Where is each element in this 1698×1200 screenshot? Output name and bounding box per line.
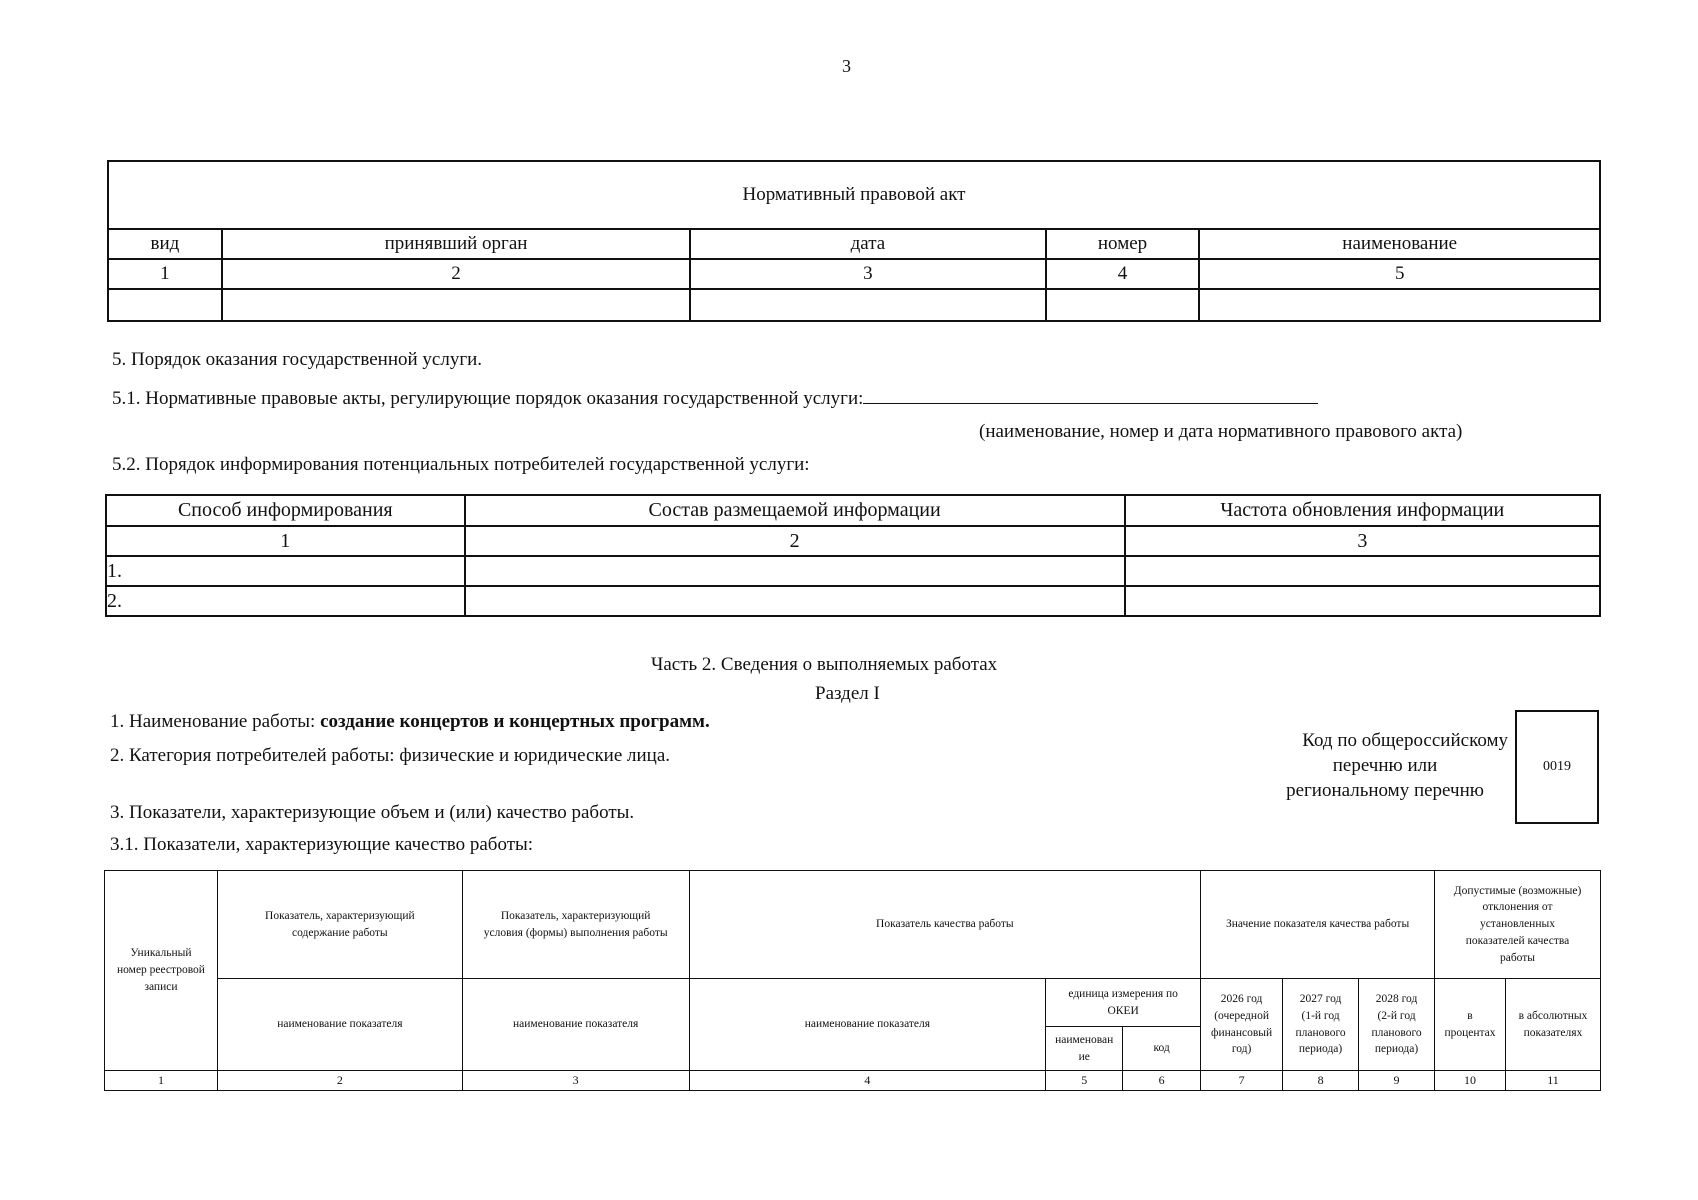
col-number: 3 (462, 1071, 689, 1091)
col-number: 1 (105, 1071, 218, 1091)
work-name-value: создание концертов и концертных программ. (320, 711, 710, 732)
normative-act-table (107, 160, 1601, 322)
col-number: 6 (1123, 1071, 1201, 1091)
year-2027-header: 2027 год (1-й год планового периода) (1283, 979, 1359, 1071)
header-content: Состав размещаемой информации (465, 495, 1125, 526)
col-number: 4 (1046, 259, 1200, 289)
year-2026-header: 2026 год (очередной финансовый год) (1201, 979, 1283, 1071)
indicator-name-header: наименование показателя (217, 979, 462, 1071)
col-number: 1 (108, 259, 222, 289)
registry-number-header: Уникальный номер реестровой записи (105, 871, 218, 1071)
header-type: вид (108, 229, 222, 259)
fill-line (863, 385, 1318, 404)
section-5-1-text: 5.1. Нормативные правовые акты, регулирующие порядок оказания государственной услуги: (112, 388, 864, 409)
empty-cell (1125, 556, 1600, 586)
in-percent-header: в процентах (1435, 979, 1506, 1071)
work-name-label: 1. Наименование работы: (110, 711, 321, 732)
header-frequency: Частота обновления информации (1125, 495, 1600, 526)
quality-indicators-table (104, 870, 1601, 1091)
col-number: 8 (1283, 1071, 1359, 1091)
col-number: 2 (222, 259, 690, 289)
year-2028-header: 2028 год (2-й год планового периода) (1359, 979, 1435, 1071)
quality-indicators-heading: 3.1. Показатели, характеризующие качество работы: (110, 834, 534, 855)
col-number: 3 (1125, 526, 1600, 556)
col-number: 3 (690, 259, 1045, 289)
col-number: 7 (1201, 1071, 1283, 1091)
okei-name-header: наименован ие (1046, 1027, 1123, 1071)
col-number: 4 (689, 1071, 1046, 1091)
row-label: 1. (106, 556, 465, 586)
header-date: дата (690, 229, 1045, 259)
empty-cell (690, 289, 1045, 321)
section-5-1 (112, 385, 1318, 410)
col-number: 2 (465, 526, 1125, 556)
conditions-indicator-header: Показатель, характеризующий условия (формы) выполнения работы (462, 871, 689, 979)
section-title: Раздел I (815, 683, 880, 704)
empty-cell (465, 586, 1125, 616)
header-number: номер (1046, 229, 1200, 259)
normative-act-title: Нормативный правовой акт (108, 161, 1600, 229)
quality-value-header: Значение показателя качества работы (1201, 871, 1435, 979)
part-2-title: Часть 2. Сведения о выполняемых работах (651, 654, 998, 675)
page-number: 3 (842, 56, 851, 76)
in-absolute-header: в абсолютных показателях (1505, 979, 1600, 1071)
header-name: наименование (1199, 229, 1600, 259)
indicator-name-header: наименование показателя (462, 979, 689, 1071)
indicator-name-header: наименование показателя (689, 979, 1046, 1071)
quality-indicator-header: Показатель качества работы (689, 871, 1201, 979)
empty-cell (1046, 289, 1200, 321)
work-name (110, 711, 710, 733)
col-number: 9 (1359, 1071, 1435, 1091)
empty-cell (108, 289, 222, 321)
col-number: 5 (1046, 1071, 1123, 1091)
empty-cell (222, 289, 690, 321)
code-label: Код по общероссийскому перечню или региональному перечню (1286, 730, 1508, 801)
section-5-2: 5.2. Порядок информирования потенциальных потребителей государственной услуги: (112, 454, 810, 475)
header-issuing-body: принявший орган (222, 229, 690, 259)
col-number: 1 (106, 526, 465, 556)
col-number: 5 (1199, 259, 1600, 289)
content-indicator-header: Показатель, характеризующий содержание работы (217, 871, 462, 979)
col-number: 11 (1505, 1071, 1600, 1091)
okei-code-header: код (1123, 1027, 1201, 1071)
empty-cell (1125, 586, 1600, 616)
informing-table (105, 494, 1601, 617)
empty-cell (1199, 289, 1600, 321)
okei-header: единица измерения по ОКЕИ (1046, 979, 1201, 1027)
col-number: 10 (1435, 1071, 1506, 1091)
code-value: 0019 (1543, 759, 1571, 774)
header-method: Способ информирования (106, 495, 465, 526)
indicators-heading: 3. Показатели, характеризующие объем и (или) качество работы. (110, 802, 635, 823)
col-number: 2 (217, 1071, 462, 1091)
section-5-heading: 5. Порядок оказания государственной услуги. (112, 349, 483, 370)
empty-cell (465, 556, 1125, 586)
code-box (1515, 710, 1599, 824)
deviations-header: Допустимые (возможные) отклонения от установленных показателей качества работы (1435, 871, 1601, 979)
row-label: 2. (106, 586, 465, 616)
consumer-category: 2. Категория потребителей работы: физические и юридические лица. (110, 745, 671, 766)
section-5-1-caption: (наименование, номер и дата нормативного правового акта) (979, 421, 1463, 442)
